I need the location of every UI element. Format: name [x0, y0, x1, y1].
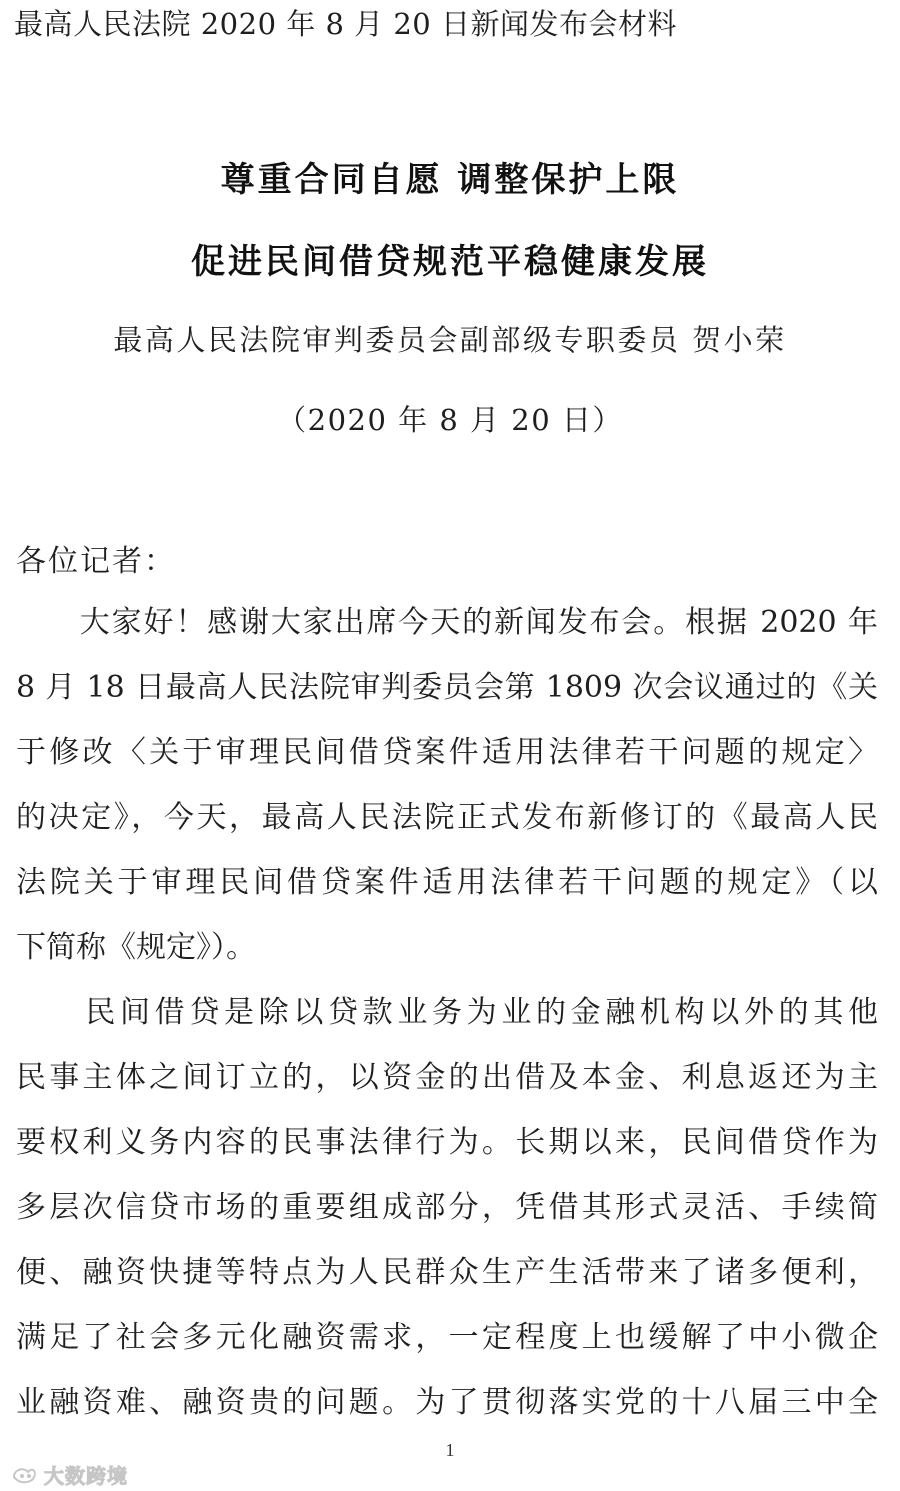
title-line-1: 尊重合同自愿 调整保护上限 — [220, 160, 680, 200]
paragraph-line: 下简称《规定》）。 — [16, 930, 256, 965]
document-header: 最高人民法院 2020 年 8 月 20 日新闻发布会材料 — [14, 7, 677, 41]
paragraph-line: 民事主体之间订立的，以资金的出借及本金、利息返还为主 — [16, 1060, 878, 1095]
paragraph-line: 满足了社会多元化融资需求，一定程度上也缓解了中小微企 — [16, 1320, 878, 1355]
paragraph-line: 多层次信贷市场的重要组成部分，凭借其形式灵活、手续简 — [16, 1190, 878, 1225]
paragraph-line: 的决定》，今天，最高人民法院正式发布新修订的《最高人民 — [16, 800, 878, 835]
page-number: 1 — [445, 1440, 455, 1460]
paragraph-line: 便、融资快捷等特点为人民群众生产生活带来了诸多便利， — [16, 1255, 878, 1290]
salutation: 各位记者： — [16, 544, 176, 579]
paragraph-line: 要权利义务内容的民事法律行为。长期以来，民间借贷作为 — [16, 1125, 878, 1160]
watermark — [10, 1460, 128, 1489]
title-line-2: 促进民间借贷规范平稳健康发展 — [191, 242, 709, 282]
paragraph — [16, 600, 878, 990]
paragraph-line: 业融资难、融资贵的问题。为了贯彻落实党的十八届三中全 — [16, 1385, 878, 1420]
paragraph-line: 于修改〈关于审理民间借贷案件适用法律若干问题的规定〉 — [16, 735, 878, 770]
author-line: 最高人民法院审判委员会副部级专职委员 贺小荣 — [113, 323, 787, 357]
paragraph — [16, 990, 878, 1445]
watermark-logo-icon — [10, 1463, 38, 1487]
watermark-text: 大数跨境 — [44, 1464, 128, 1488]
speech-date: （2020 年 8 月 20 日） — [277, 403, 623, 437]
paragraph-line: 民间借贷是除以贷款业务为业的金融机构以外的其他 — [16, 995, 878, 1030]
paragraph-line: 8 月 18 日最高人民法院审判委员会第 1809 次会议通过的《关 — [16, 670, 878, 705]
paragraph-line: 大家好！感谢大家出席今天的新闻发布会。根据 2020 年 — [16, 605, 878, 640]
paragraph-line: 法院关于审理民间借贷案件适用法律若干问题的规定》（以 — [16, 865, 878, 900]
